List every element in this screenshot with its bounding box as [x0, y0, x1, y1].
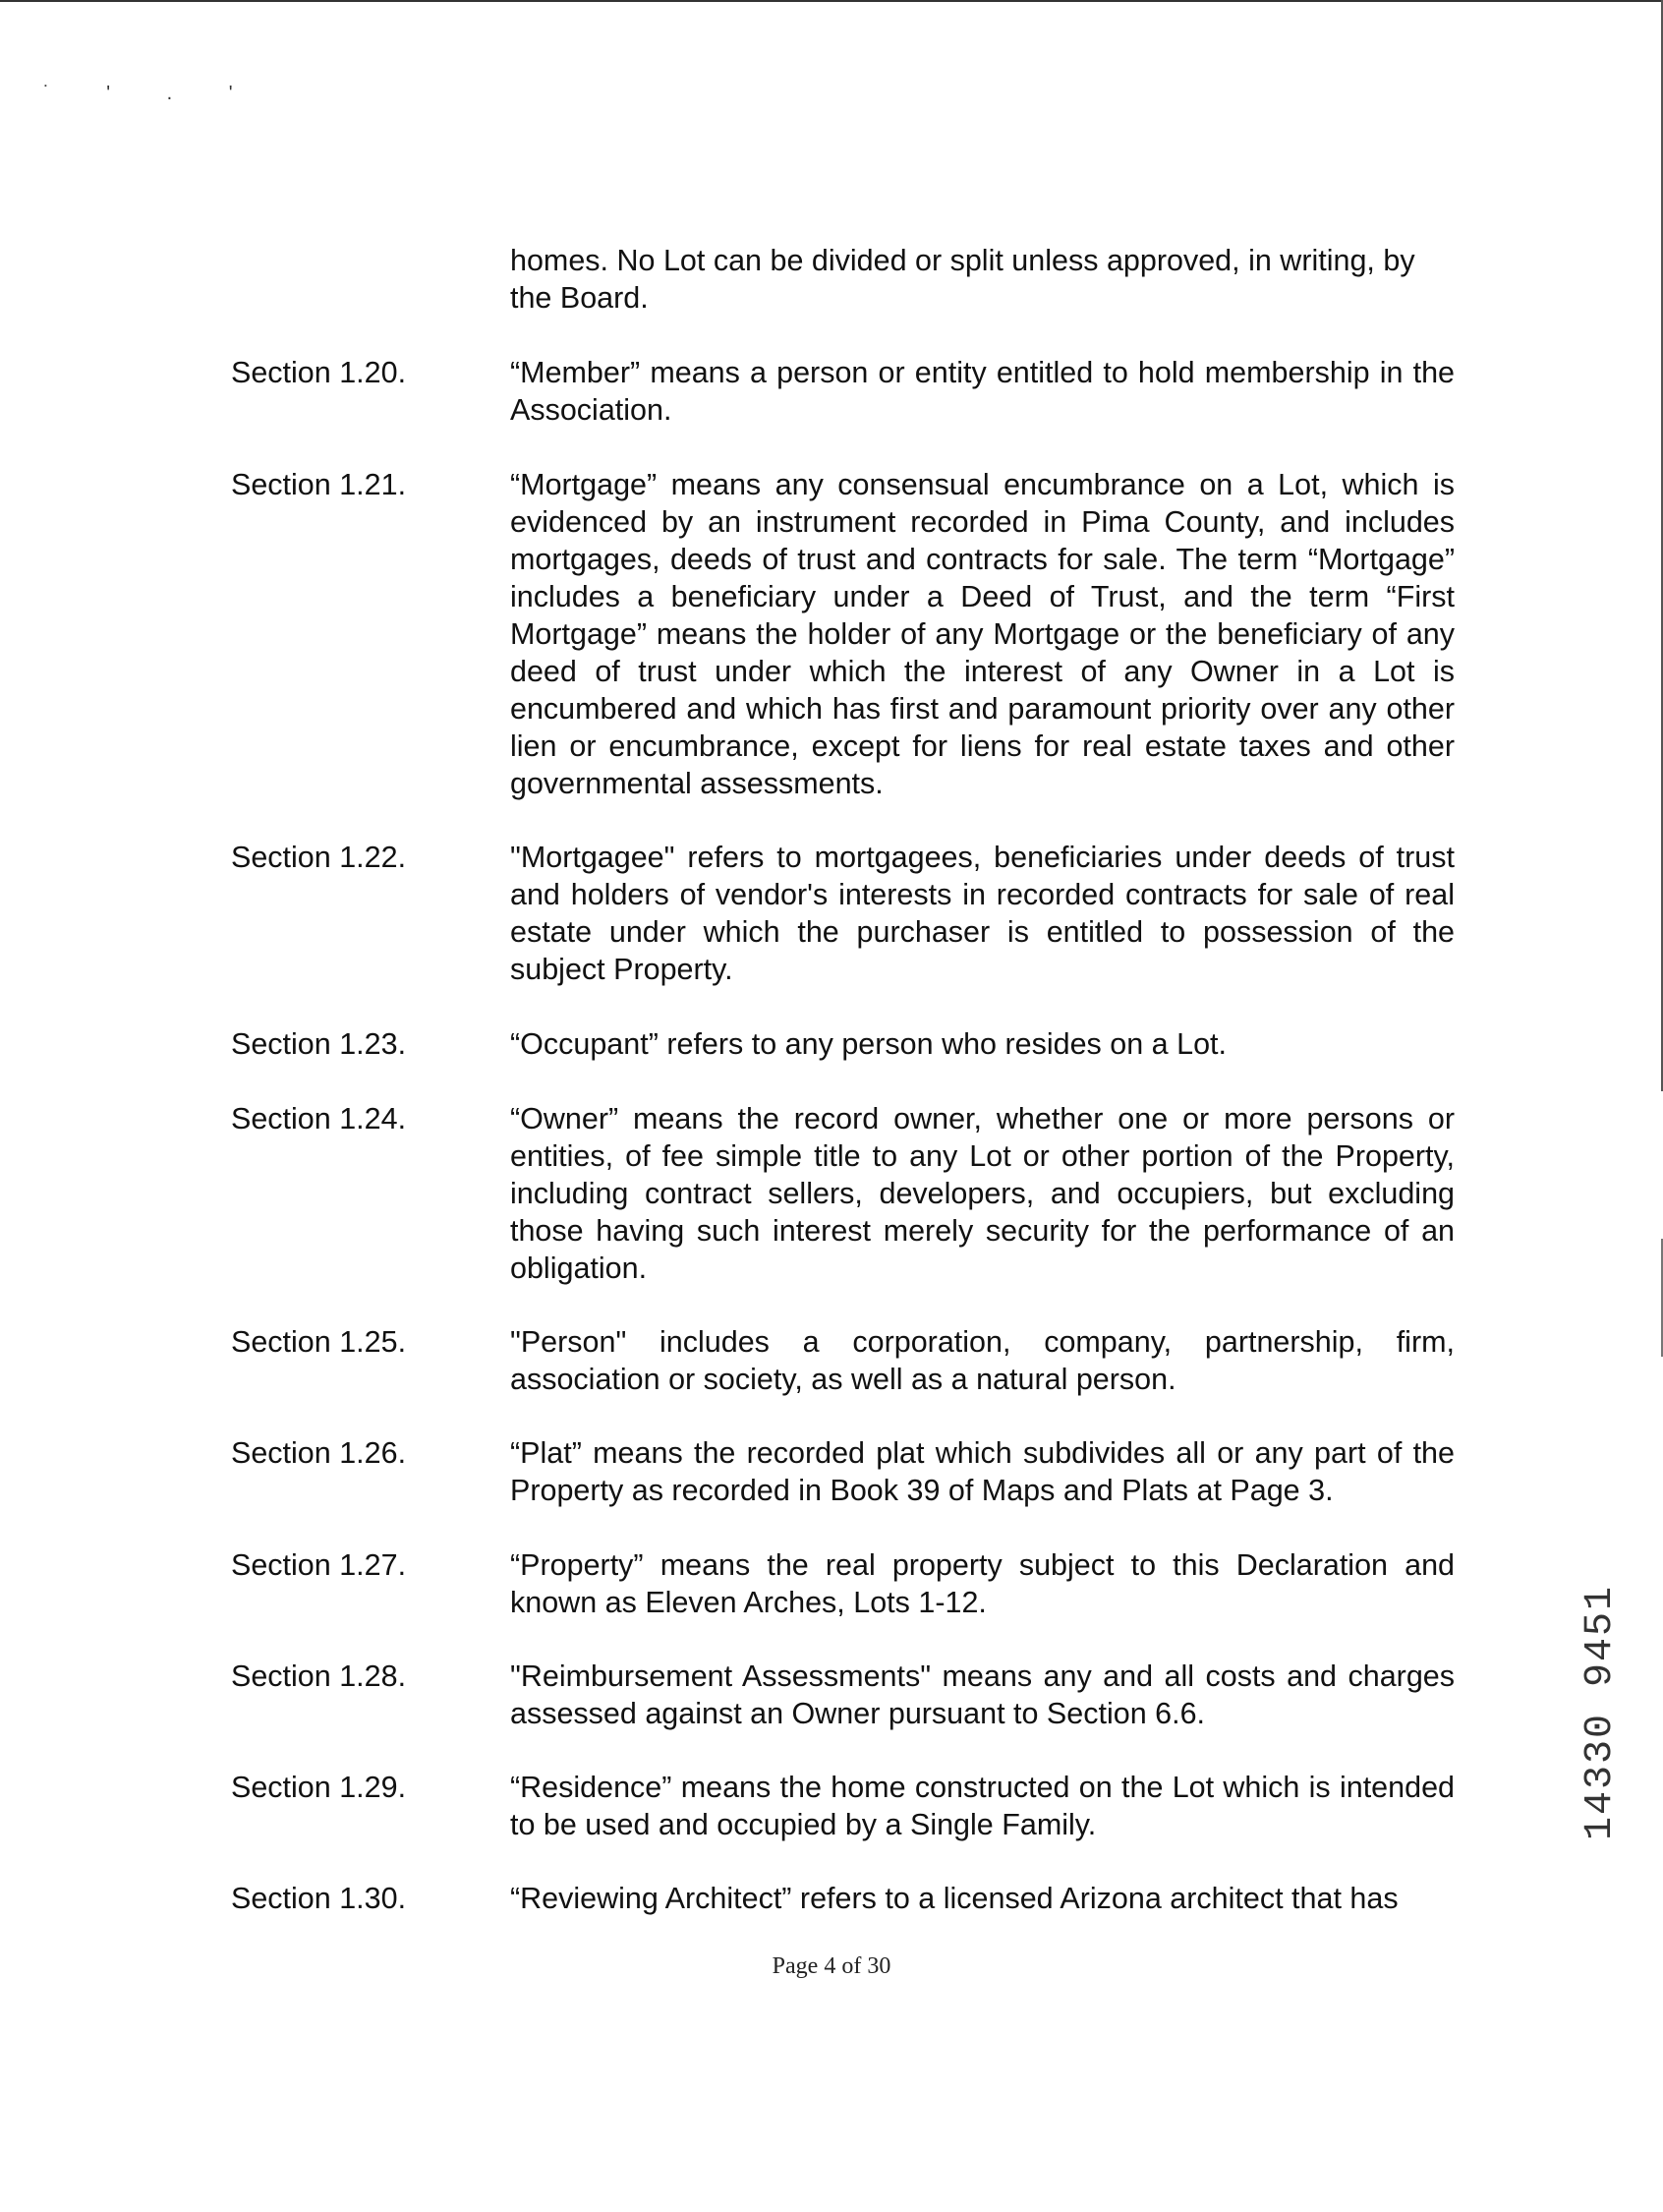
section-text: “Mortgage” means any consensual encumbrance on a Lot, which is evidenced by an instrument recorded in Pima County, and includes mortgages, deeds of trust and contracts for sale. The term “Mortgage” includes a beneficiary under a Deed of Trust, and the term “First Mortgage” means the holder of any Mortgage or the beneficiary of any deed of trust under which the interest of any Owner in a Lot is encumbered and which has first and paramount priority over any other lien or encumbrance, except for liens for real estate taxes and other governmental assessments. [510, 468, 1455, 800]
section-1-26 [231, 1434, 1455, 1509]
section-number: Section 1.26. [231, 1436, 407, 1470]
recording-stamp: 14330 9451 [1578, 1585, 1623, 1841]
continuation-paragraph: homes. No Lot can be divided or split unless approved, in writing, by the Board. [510, 244, 1415, 315]
section-text: "Person" includes a corporation, company, partnership, firm, association or society, as well as a natural person. [510, 1325, 1455, 1396]
section-1-20 [231, 354, 1455, 429]
section-text: “Occupant” refers to any person who resides on a Lot. [510, 1027, 1227, 1061]
section-1-27 [231, 1546, 1455, 1621]
section-1-25 [231, 1323, 1455, 1398]
section-number: Section 1.27. [231, 1548, 407, 1582]
section-number: Section 1.28. [231, 1659, 407, 1693]
section-text: “Residence” means the home constructed on the Lot which is intended to be used and occupied by a Single Family. [510, 1771, 1455, 1841]
section-number: Section 1.22. [231, 841, 407, 874]
section-number: Section 1.29. [231, 1771, 407, 1804]
section-1-30 [231, 1880, 1455, 1917]
section-text: “Property” means the real property subject to this Declaration and known as Eleven Arches, Lots 1-12. [510, 1548, 1455, 1619]
section-1-28 [231, 1658, 1455, 1732]
section-number: Section 1.23. [231, 1027, 407, 1061]
scan-top-edge [0, 0, 1663, 2]
scan-specks: ˙ ' . ' [43, 83, 258, 104]
section-number: Section 1.30. [231, 1882, 407, 1915]
section-1-24 [231, 1100, 1455, 1287]
section-1-23 [231, 1025, 1455, 1063]
section-1-21 [231, 466, 1455, 802]
section-text: “Owner” means the record owner, whether one or more persons or entities, of fee simple title to any Lot or other portion of the Property, including contract sellers, developers, and occupiers, but excluding those having such interest merely security for the performance of an obligation. [510, 1102, 1455, 1285]
section-1-29 [231, 1769, 1455, 1843]
section-text: “Plat” means the recorded plat which subdivides all or any part of the Property as recorded in Book 39 of Maps and Plats at Page 3. [510, 1436, 1455, 1507]
section-number: Section 1.20. [231, 356, 407, 389]
section-number: Section 1.21. [231, 468, 407, 501]
section-1-22 [231, 839, 1455, 988]
section-text: "Reimbursement Assessments" means any and all costs and charges assessed against an Owner pursuant to Section 6.6. [510, 1659, 1455, 1730]
section-text: "Mortgagee" refers to mortgagees, beneficiaries under deeds of trust and holders of vendor's interests in recorded contracts for sale of real estate under which the purchaser is entitled to possession of the subject Property. [510, 841, 1455, 986]
section-number: Section 1.24. [231, 1102, 407, 1135]
page-footer: Page 4 of 30 [772, 1953, 891, 1979]
section-text: “Member” means a person or entity entitled to hold membership in the Association. [510, 356, 1455, 427]
section-number: Section 1.25. [231, 1325, 407, 1359]
section-text: “Reviewing Architect” refers to a licensed Arizona architect that has [510, 1882, 1399, 1915]
